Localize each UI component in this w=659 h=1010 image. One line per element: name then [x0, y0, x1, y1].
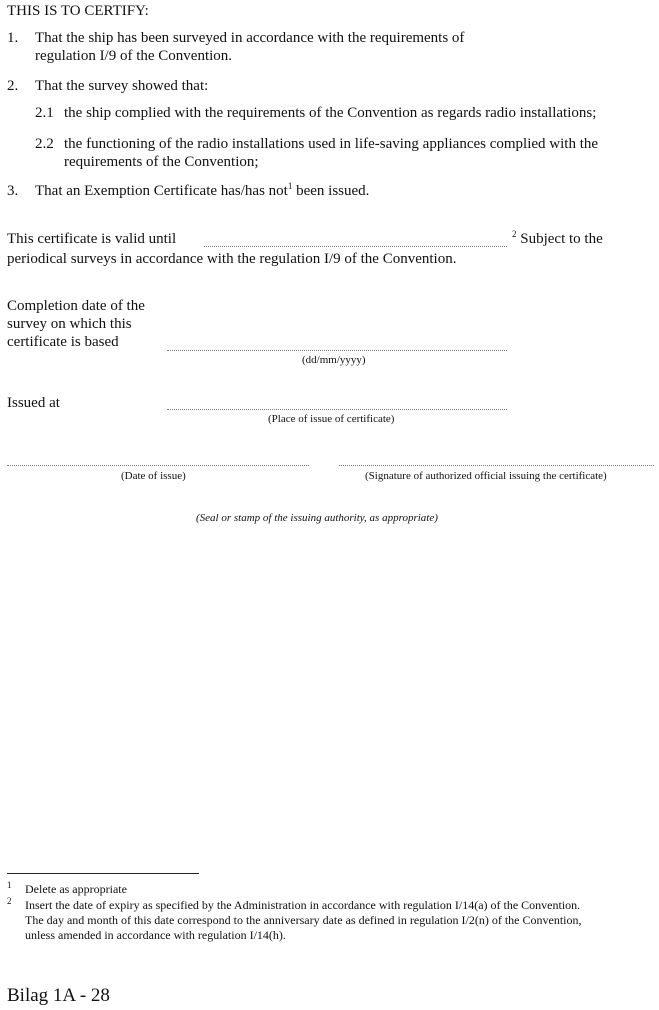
footnote-ref-1: 1 — [287, 181, 293, 191]
item-2-number: 2. — [7, 78, 19, 94]
footnote-1-number: 1 — [7, 880, 12, 890]
item-2-line1: That the survey showed that: — [35, 78, 209, 94]
item-3-number: 3. — [7, 183, 19, 199]
validity-date-field[interactable] — [204, 246, 507, 247]
completion-date-field[interactable] — [167, 350, 507, 351]
footnote-ref-2: 2 — [512, 229, 517, 239]
date-of-issue-caption: (Date of issue) — [121, 470, 186, 482]
item-1-line1: That the ship has been surveyed in accordance with the requirements of — [35, 30, 465, 46]
validity-line2: periodical surveys in accordance with the regulation I/9 of the Convention. — [7, 251, 457, 267]
issued-at-label: Issued at — [7, 395, 60, 411]
certify-heading: THIS IS TO CERTIFY: — [7, 3, 149, 19]
item-3-text — [35, 182, 369, 200]
signature-caption: (Signature of authorized official issuing the certificate) — [365, 470, 607, 482]
item-3-text-before: That an Exemption Certificate has/has not — [35, 183, 288, 199]
item-3-text-after: been issued. — [292, 183, 370, 199]
footnote-separator — [7, 873, 199, 874]
completion-label-line2: survey on which this — [7, 316, 132, 332]
subitem-2-1-number: 2.1 — [35, 105, 54, 121]
page-footer-label: Bilag 1A - 28 — [7, 985, 110, 1006]
completion-date-caption: (dd/mm/yyyy) — [302, 354, 366, 366]
footnote-1-line1: Delete as appropriate — [25, 882, 127, 896]
signature-field[interactable] — [339, 465, 654, 466]
footnote-2-number: 2 — [7, 896, 12, 906]
validity-suffix-text: Subject to the — [516, 231, 603, 247]
subitem-2-2-line1: the functioning of the radio installations used in life-saving appliances complied with the — [64, 136, 599, 152]
item-1-number: 1. — [7, 30, 19, 46]
footnote-2-line3: unless amended in accordance with regulation I/14(h). — [25, 928, 286, 942]
completion-label-line3: certificate is based — [7, 334, 119, 350]
subitem-2-2-line2: requirements of the Convention; — [64, 154, 259, 170]
validity-suffix — [512, 230, 603, 248]
place-of-issue-caption: (Place of issue of certificate) — [268, 413, 395, 425]
validity-prefix: This certificate is valid until — [7, 231, 177, 247]
footnote-2-line2: The day and month of this date correspond to the anniversary date as defined in regulation I/2(n) of the Convention, — [25, 913, 582, 927]
subitem-2-1-line1: the ship complied with the requirements of the Convention as regards radio installations; — [64, 105, 597, 121]
date-of-issue-field[interactable] — [7, 465, 309, 466]
item-1-line2: regulation I/9 of the Convention. — [35, 48, 233, 64]
seal-caption: (Seal or stamp of the issuing authority, as appropriate) — [196, 512, 438, 524]
completion-label-line1: Completion date of the — [7, 298, 145, 314]
subitem-2-2-number: 2.2 — [35, 136, 54, 152]
place-of-issue-field[interactable] — [167, 409, 507, 410]
footnote-2-line1: Insert the date of expiry as specified by the Administration in accordance with regulation I/14(a) of the Convention. — [25, 898, 581, 912]
